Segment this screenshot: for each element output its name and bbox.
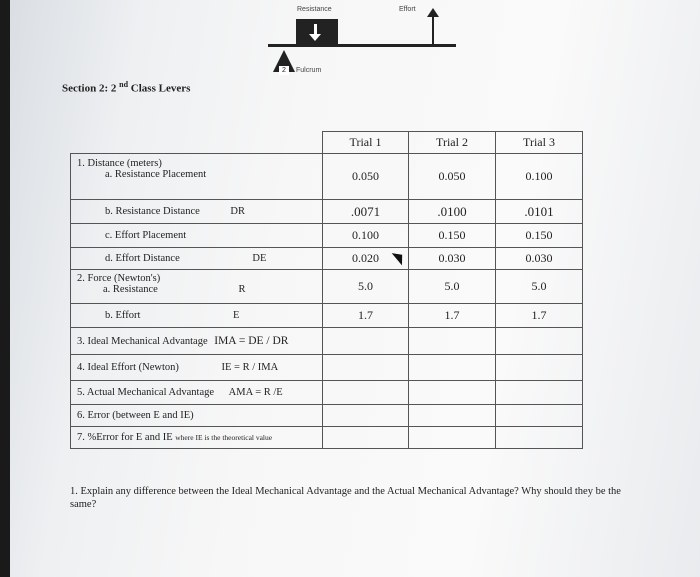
row-ama-label: 5. Actual Mechanical Advantage (77, 387, 215, 398)
row-resistance-placement-label: a. Resistance Placement (105, 169, 207, 180)
row-effort-force-label: b. Effort (105, 310, 141, 321)
cell-resistance-force-2: 5.0 (409, 270, 496, 304)
question-text: 1. Explain any difference between the Ideal Mechanical Advantage and the Actual Mechanical Advantage? Why should they be the same? (70, 486, 621, 510)
cell-effort-placement-1: 0.100 (323, 224, 409, 248)
data-table (70, 131, 583, 449)
dark-edge (0, 0, 10, 577)
row-percent-error-label: 7. %Error for E and IE (77, 432, 176, 443)
cell-effort-distance-1: 0.020 (323, 248, 409, 270)
cell-resistance-distance-2: .0100 (409, 200, 496, 224)
section-superscript: nd (119, 80, 129, 89)
cell-effort-force-1: 1.7 (323, 304, 409, 328)
down-arrow-head-icon (309, 34, 321, 41)
row-effort-placement-label: c. Effort Placement (71, 224, 323, 248)
row-ideal-effort-label: 4. Ideal Effort (Newton) (77, 362, 179, 373)
up-arrow-head-icon (427, 8, 439, 17)
percent-error-note: where IE is the theoretical value (175, 433, 273, 442)
dr-symbol: DR (230, 206, 245, 217)
r-symbol: R (238, 284, 246, 295)
cell-resistance-distance-1: .0071 (323, 200, 409, 224)
row-error-label: 6. Error (between E and IE) (71, 405, 323, 427)
section-suffix: Class Levers (130, 82, 191, 95)
ideal-effort-formula: IE = R / IMA (221, 362, 279, 373)
resistance-label: Resistance (297, 6, 332, 13)
row-resistance-force-label: a. Resistance (103, 284, 158, 295)
row-ima-label: 3. Ideal Mechanical Advantage (77, 336, 208, 347)
cell-effort-force-3: 1.7 (496, 304, 583, 328)
header-trial-2: Trial 2 (409, 132, 496, 154)
ima-formula: IMA = DE / DR (214, 335, 289, 347)
fulcrum-label: Fulcrum (296, 67, 322, 74)
cell-resistance-force-3: 5.0 (496, 270, 583, 304)
header-trial-3: Trial 3 (496, 132, 583, 154)
e-symbol: E (233, 310, 240, 321)
cell-effort-placement-2: 0.150 (409, 224, 496, 248)
ama-formula: AMA = R /E (228, 387, 283, 398)
cell-effort-distance-3: 0.030 (496, 248, 583, 270)
question-1 (70, 485, 640, 511)
lever-bar (268, 44, 456, 47)
cell-effort-distance-2: 0.030 (409, 248, 496, 270)
header-trial-1: Trial 1 (323, 132, 409, 154)
cell-resistance-placement-1: 0.050 (323, 154, 409, 200)
effort-label: Effort (399, 6, 416, 13)
row-distance-heading: 1. Distance (meters) (77, 158, 162, 169)
effort-arrow-icon (432, 16, 434, 45)
cell-resistance-placement-3: 0.100 (496, 154, 583, 200)
cell-resistance-distance-3: .0101 (496, 200, 583, 224)
resistance-weight (296, 19, 338, 45)
cell-resistance-placement-2: 0.050 (409, 154, 496, 200)
cell-effort-placement-3: 0.150 (496, 224, 583, 248)
row-effort-distance-label: d. Effort Distance (105, 253, 180, 264)
section-prefix: Section 2: 2 (62, 82, 117, 95)
fulcrum-badge: 2 (279, 66, 289, 75)
cell-effort-force-2: 1.7 (409, 304, 496, 328)
section-title (62, 80, 190, 95)
cell-resistance-force-1: 5.0 (323, 270, 409, 304)
de-symbol: DE (252, 253, 267, 264)
row-force-heading: 2. Force (Newton's) (77, 273, 161, 284)
row-resistance-distance-label: b. Resistance Distance (105, 206, 200, 217)
